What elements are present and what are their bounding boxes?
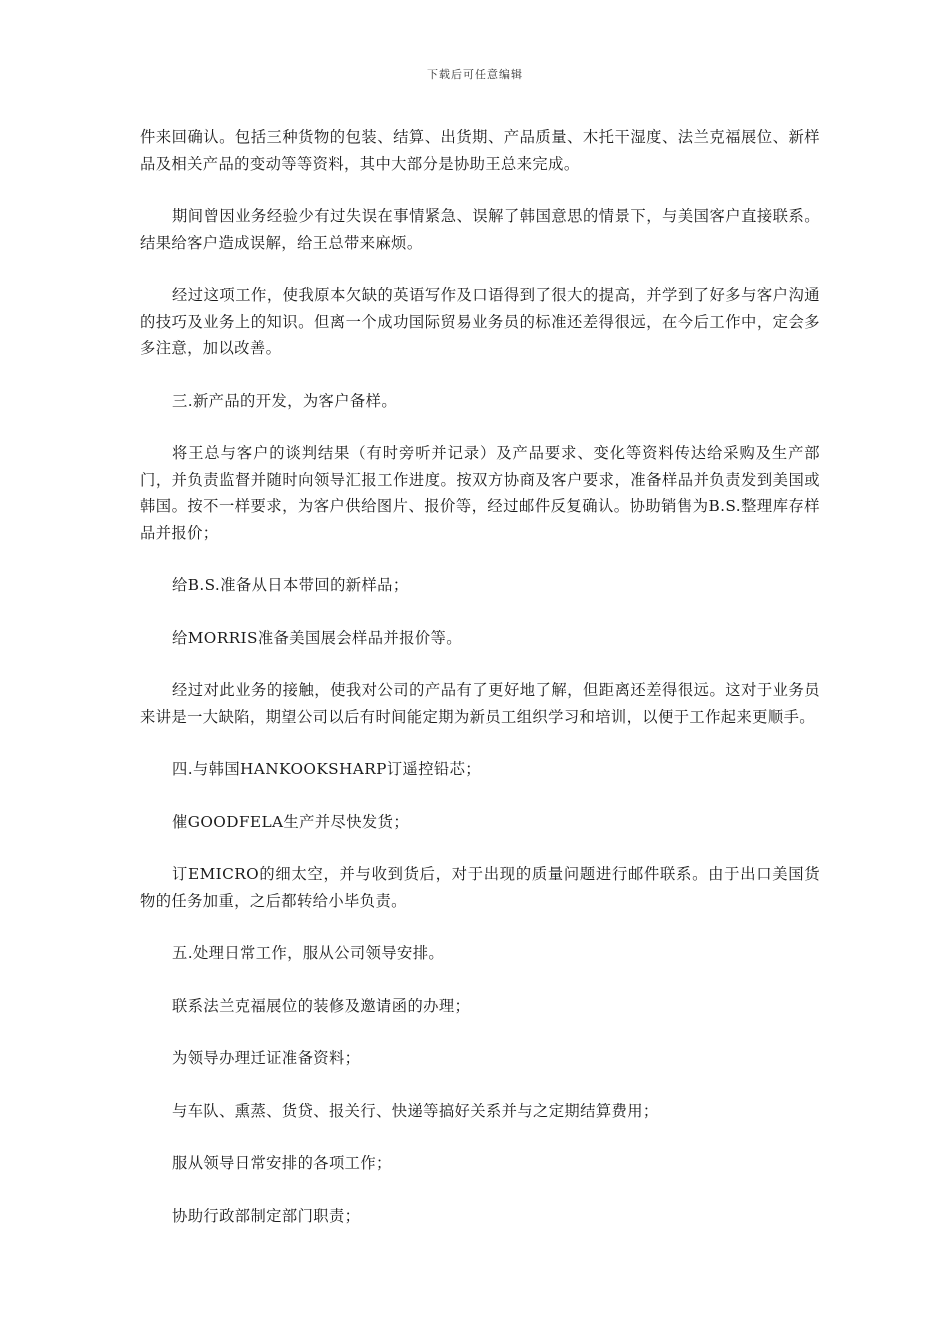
list-item: 与车队、熏蒸、货贷、报关行、快递等搞好关系并与之定期结算费用； (172, 1101, 659, 1120)
paragraph-samples: 将王总与客户的谈判结果（有时旁听并记录）及产品要求、变化等资料传达给采购及生产部门，并负责监督并随时向领导汇报工作进度。按双方协商及客户要求，准备样品并负责发到美国或韩国。按不一样要求，为客户供给图片、报价等，经过邮件反复确认。协助销售为B.S.整理库存样品并报价； (140, 444, 820, 542)
list-item: 给B.S.准备从日本带回的新样品； (172, 576, 409, 594)
list-item: 协助行政部制定部门职责； (172, 1206, 361, 1225)
section-heading-4: 四.与韩国HANKOOKSHARP订遥控铅芯； (172, 760, 482, 778)
list-item: 为领导办理迁证准备资料； (172, 1049, 361, 1067)
paragraph-improvement: 经过这项工作，使我原本欠缺的英语写作及口语得到了很大的提高，并学到了好多与客户沟通的技巧及业务上的知识。但离一个成功国际贸易业务员的标准还差得很远，在今后工作中，定会多多注意，加以改善。 (140, 286, 820, 357)
paragraph-training: 经过对此业务的接触，使我对公司的产品有了更好地了解，但距离还差得很远。这对于业务员来讲是一大缺陷，期望公司以后有时间能定期为新员工组织学习和培训，以便于工作起来更顺手。 (140, 681, 820, 726)
document-body (140, 124, 820, 1255)
list-item: 给MORRIS准备美国展会样品并报价等。 (172, 628, 462, 647)
section-heading-5: 五.处理日常工作，服从公司领导安排。 (172, 944, 445, 962)
list-item: 服从领导日常安排的各项工作； (172, 1154, 392, 1172)
header-note: 下载后可任意编辑 (427, 68, 523, 81)
paragraph-mistake: 期间曾因业务经验少有过失误在事情紧急、误解了韩国意思的情景下，与美国客户直接联系。结果给客户造成误解，给王总带来麻烦。 (140, 207, 820, 252)
paragraph-emicro: 订EMICRO的细太空，并与收到货后，对于出现的质量问题进行邮件联系。由于出口美国货物的任务加重，之后都转给小毕负责。 (140, 865, 820, 910)
list-item: 联系法兰克福展位的装修及邀请函的办理； (172, 996, 471, 1015)
section-heading-3: 三.新产品的开发，为客户备样。 (172, 391, 398, 410)
list-item: 催GOODFELA生产并尽快发货； (172, 812, 410, 831)
paragraph-continuation: 件来回确认。包括三种货物的包装、结算、出货期、产品质量、木托干湿度、法兰克福展位、新样品及相关产品的变动等等资料，其中大部分是协助王总来完成。 (140, 128, 820, 173)
